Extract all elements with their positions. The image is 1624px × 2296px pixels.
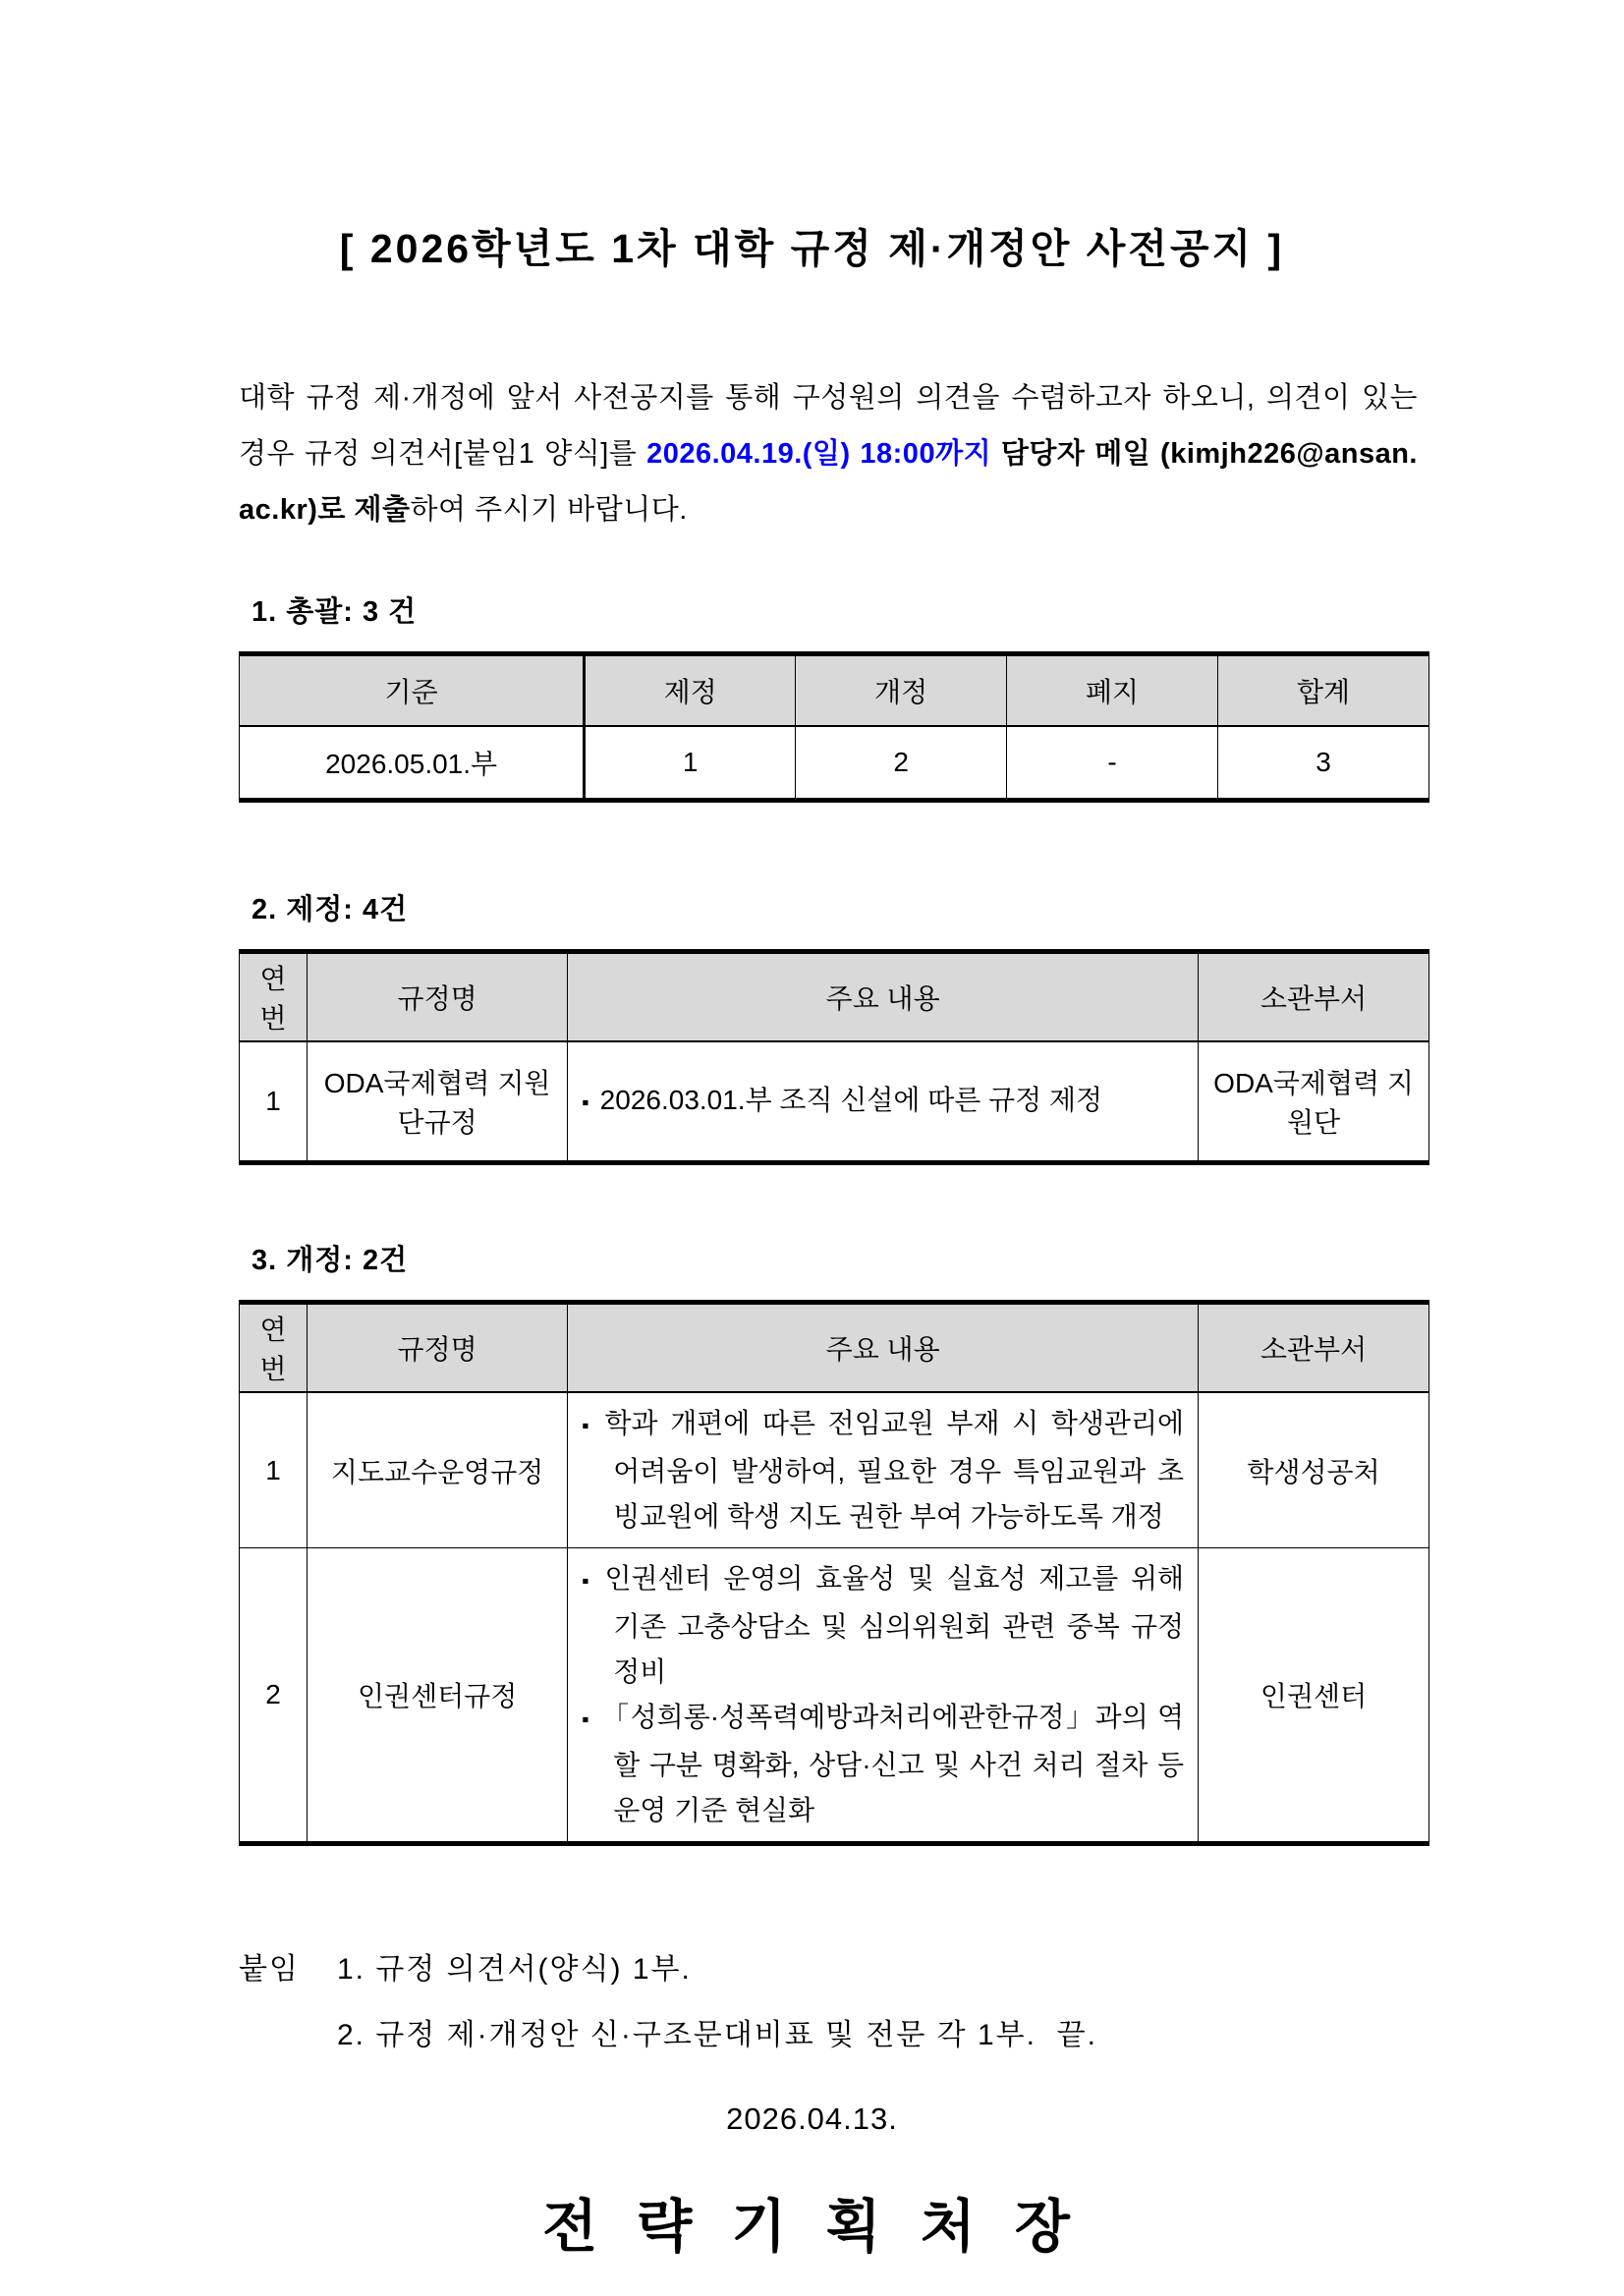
cell-department: 학생성공처 [1199, 1392, 1429, 1548]
cell-row-no: 1 [240, 1041, 308, 1163]
bullet-icon: ▪ [582, 1570, 594, 1593]
cell-amended-count: 2 [796, 726, 1007, 801]
content-item [582, 1556, 1184, 1695]
attachments-label: 붙임 [239, 1953, 300, 1986]
cell-regulation-name: 인권센터규정 [308, 1548, 568, 1844]
bullet-icon: ▪ [582, 1415, 594, 1437]
cell-regulation-name: 지도교수운영규정 [308, 1392, 568, 1548]
col-header-regulation-name: 규정명 [308, 1303, 568, 1393]
section-heading-summary: 1. 총괄: 3 건 [252, 596, 418, 628]
intro-text-lead: 대학 규정 제·개정에 앞서 사전공지를 통해 구성원의 의견을 수렴하고자 하오니, 의견이 있는 경우 규정 의견서[붙임1 양식]를 [239, 382, 1418, 470]
col-header-regulation-name: 규정명 [308, 952, 568, 1042]
col-header-main-content: 주요 내용 [568, 952, 1199, 1042]
table-row [240, 1392, 1429, 1548]
col-header-no: 연번 [240, 1303, 308, 1393]
cell-abolished-count: - [1007, 726, 1218, 801]
cell-regulation-name: ODA국제협력 지원단규정 [308, 1041, 568, 1163]
page-title: [ 2026학년도 1차 대학 규정 제·개정안 사전공지 ] [339, 226, 1285, 271]
enactment-table [239, 949, 1429, 1165]
content-item-text: 「성희롱·성폭력예방과처리에관한규정」과의 역할 구분 명확화, 상담·신고 및 사건 처리 절차 등 운영 기준 현실화 [601, 1702, 1185, 1825]
cell-main-content [568, 1548, 1199, 1844]
col-header-no: 연번 [240, 952, 308, 1042]
attachments-block [239, 1936, 1624, 2068]
cell-enacted-count: 1 [585, 726, 796, 801]
deadline-text: 2026.04.19.(일) 18:00까지 [646, 438, 992, 470]
amendment-table-header-row [240, 1303, 1429, 1393]
col-header-amended: 개정 [796, 654, 1007, 727]
cell-row-no: 1 [240, 1392, 308, 1548]
bullet-icon: ▪ [582, 1708, 591, 1731]
summary-table-header-row [240, 654, 1429, 727]
content-item-text: 학과 개편에 따른 전임교원 부재 시 학생관리에 어려움이 발생하여, 필요한 경우 특임교원과 초빙교원에 학생 지도 권한 부여 가능하도록 개정 [604, 1408, 1185, 1532]
col-header-enacted: 제정 [585, 654, 796, 727]
intro-text-tail: 하여 주시기 바랍니다. [410, 494, 688, 526]
summary-table [239, 651, 1429, 803]
content-item [582, 1401, 1184, 1540]
cell-row-no: 2 [240, 1548, 308, 1844]
attachment-item: 1. 규정 의견서(양식) 1부. [336, 1953, 692, 1986]
signature-title: 전 략 기 획 처 장 [542, 2195, 1082, 2259]
enactment-table-header-row [240, 952, 1429, 1042]
content-item [582, 1078, 1184, 1126]
attachments-list [337, 1936, 1097, 2068]
table-row [240, 1548, 1429, 1844]
attachment-item: 2. 규정 제·개정안 신·구조문대비표 및 전문 각 1부. 끝. [336, 2019, 1097, 2051]
col-header-department: 소관부서 [1199, 952, 1429, 1042]
summary-table-data-row [240, 726, 1429, 801]
cell-main-content [568, 1041, 1199, 1163]
cell-department: 인권센터 [1199, 1548, 1429, 1844]
amendment-table [239, 1300, 1429, 1846]
document-date: 2026.04.13. [726, 2101, 898, 2136]
col-header-total: 합계 [1218, 654, 1429, 727]
section-heading-enactment: 2. 제정: 4건 [252, 894, 409, 925]
col-header-basis: 기준 [240, 654, 585, 727]
table-row [240, 1041, 1429, 1163]
col-header-main-content: 주요 내용 [568, 1303, 1199, 1393]
content-item-text: 인권센터 운영의 효율성 및 실효성 제고를 위해 기존 고충상담소 및 심의위원회 관련 중복 규정 정비 [604, 1563, 1185, 1687]
intro-paragraph [239, 370, 1418, 538]
cell-total-count: 3 [1218, 726, 1429, 801]
col-header-abolished: 폐지 [1007, 654, 1218, 727]
cell-basis-date: 2026.05.01.부 [240, 726, 585, 801]
cell-main-content [568, 1392, 1199, 1548]
section-heading-amendment: 3. 개정: 2건 [252, 1245, 409, 1276]
col-header-department: 소관부서 [1199, 1303, 1429, 1393]
contact-email-text: 담당자 메일 (kimjh226@ansan.ac.kr)로 제출 [239, 438, 1418, 526]
content-item-text: 2026.03.01.부 조직 신설에 따른 규정 제정 [599, 1084, 1103, 1115]
amendment-table-wrap [239, 1300, 1429, 1846]
cell-department: ODA국제협력 지원단 [1199, 1041, 1429, 1163]
enactment-table-wrap [239, 949, 1429, 1165]
summary-table-wrap [239, 651, 1429, 803]
content-item [582, 1695, 1184, 1833]
bullet-icon: ▪ [582, 1091, 589, 1114]
